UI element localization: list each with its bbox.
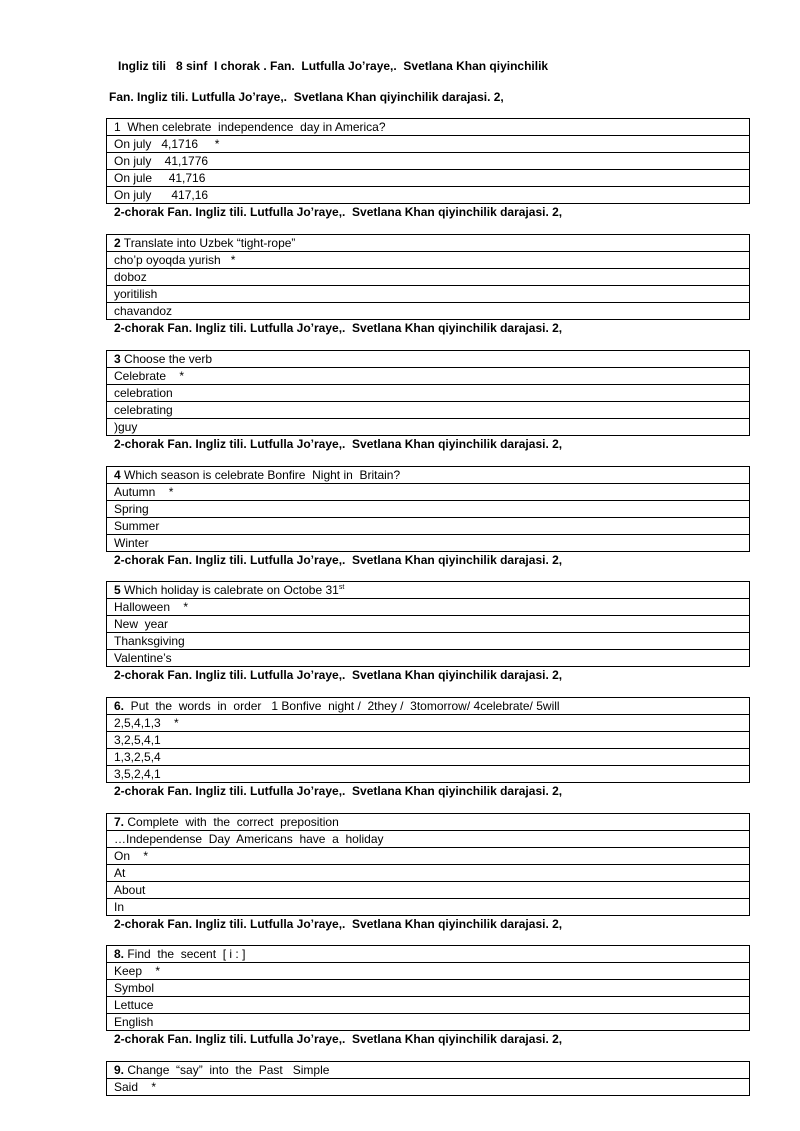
question-number: 5	[114, 583, 121, 597]
answer-option: 3,2,5,4,1	[107, 732, 750, 749]
answer-option: On july 417,16	[107, 187, 750, 204]
question-table	[106, 581, 750, 667]
answer-option: New year	[107, 616, 750, 633]
answer-option: Summer	[107, 518, 750, 535]
section-footer: 2-chorak Fan. Ingliz tili. Lutfulla Jo’raye,. Svetlana Khan qiyinchilik darajasi. 2,	[114, 917, 563, 931]
question-label: Complete with the correct preposition	[124, 815, 339, 829]
answer-option: On jule 41,716	[107, 170, 750, 187]
question-text	[107, 1062, 750, 1079]
answer-option: celebration	[107, 385, 750, 402]
question-text-line2: …Independense Day Americans have a holiday	[107, 831, 750, 848]
question-text	[107, 351, 750, 368]
question-number: 7.	[114, 815, 125, 829]
question-text	[107, 946, 750, 963]
answer-option: Thanksgiving	[107, 633, 750, 650]
answer-option: Said *	[107, 1079, 750, 1096]
answer-option: Winter	[107, 535, 750, 552]
page-title: Ingliz tili 8 sinf I chorak . Fan. Lutfulla Jo’raye,. Svetlana Khan qiyinchilik	[118, 59, 549, 73]
section-footer: 2-chorak Fan. Ingliz tili. Lutfulla Jo’raye,. Svetlana Khan qiyinchilik darajasi. 2,	[114, 205, 563, 219]
question-block	[106, 813, 750, 932]
answer-option: In	[107, 899, 750, 916]
question-table	[106, 466, 750, 552]
question-table	[106, 234, 750, 320]
answer-option: Valentine’s	[107, 650, 750, 667]
answer-option: On *	[107, 848, 750, 865]
page-subtitle: Fan. Ingliz tili. Lutfulla Jo’raye,. Svetlana Khan qiyinchilik darajasi. 2,	[109, 90, 504, 104]
question-text	[107, 467, 750, 484]
question-number: 3	[114, 352, 121, 366]
question-number: 9.	[114, 1063, 125, 1077]
answer-option: yoritilish	[107, 286, 750, 303]
answer-option: Spring	[107, 501, 750, 518]
question-block	[106, 466, 750, 568]
question-label: Put the words in order 1 Bonfive night / 2they / 3tomorrow/ 4celebrate/ 5will	[124, 699, 560, 713]
question-block	[106, 350, 750, 452]
question-text	[107, 698, 750, 715]
section-footer: 2-chorak Fan. Ingliz tili. Lutfulla Jo’raye,. Svetlana Khan qiyinchilik darajasi. 2,	[114, 784, 563, 798]
answer-option: English	[107, 1014, 750, 1031]
question-number: 8.	[114, 947, 125, 961]
answer-option: At	[107, 865, 750, 882]
answer-option: cho’p oyoqda yurish *	[107, 252, 750, 269]
section-footer: 2-chorak Fan. Ingliz tili. Lutfulla Jo’raye,. Svetlana Khan qiyinchilik darajasi. 2,	[114, 1032, 563, 1046]
answer-option: Keep *	[107, 963, 750, 980]
question-label: Which holiday is calebrate on Octobe 31	[120, 583, 339, 597]
question-label: Find the secent [ i : ]	[124, 947, 246, 961]
question-table	[106, 697, 750, 783]
question-number: 2	[114, 236, 121, 250]
section-footer: 2-chorak Fan. Ingliz tili. Lutfulla Jo’raye,. Svetlana Khan qiyinchilik darajasi. 2,	[114, 321, 563, 335]
answer-option: Lettuce	[107, 997, 750, 1014]
answer-option: Halloween *	[107, 599, 750, 616]
question-text	[107, 235, 750, 252]
answer-option: 2,5,4,1,3 *	[107, 715, 750, 732]
answer-option: chavandoz	[107, 303, 750, 320]
answer-option: )guy	[107, 419, 750, 436]
question-label: Translate into Uzbek “tight-rope”	[120, 236, 296, 250]
question-block	[106, 945, 750, 1047]
section-footer: 2-chorak Fan. Ingliz tili. Lutfulla Jo’raye,. Svetlana Khan qiyinchilik darajasi. 2,	[114, 668, 563, 682]
question-block	[106, 697, 750, 799]
question-table	[106, 1061, 750, 1096]
question-number: 4	[114, 468, 121, 482]
question-block	[106, 581, 750, 683]
answer-option: On july 4,1716 *	[107, 136, 750, 153]
question-label: 1 When celebrate independence day in America?	[114, 120, 386, 134]
section-footer: 2-chorak Fan. Ingliz tili. Lutfulla Jo’raye,. Svetlana Khan qiyinchilik darajasi. 2,	[114, 437, 563, 451]
question-text	[107, 814, 750, 831]
question-number: 6.	[114, 699, 125, 713]
answer-option: Celebrate *	[107, 368, 750, 385]
answer-option: 3,5,2,4,1	[107, 766, 750, 783]
question-block	[106, 118, 750, 220]
question-label: Which season is celebrate Bonfire Night in Britain?	[120, 468, 401, 482]
answer-option: On july 41,1776	[107, 153, 750, 170]
question-table	[106, 350, 750, 436]
question-table	[106, 813, 750, 916]
question-block	[106, 234, 750, 336]
question-label: Change “say” into the Past Simple	[124, 1063, 330, 1077]
answer-option: About	[107, 882, 750, 899]
superscript: st	[338, 584, 345, 591]
question-text	[107, 582, 750, 599]
section-footer: 2-chorak Fan. Ingliz tili. Lutfulla Jo’raye,. Svetlana Khan qiyinchilik darajasi. 2,	[114, 553, 563, 567]
answer-option: doboz	[107, 269, 750, 286]
question-text	[107, 119, 750, 136]
answer-option: Autumn *	[107, 484, 750, 501]
question-block	[106, 1061, 750, 1096]
question-label: Choose the verb	[120, 352, 213, 366]
answer-option: celebrating	[107, 402, 750, 419]
question-table	[106, 945, 750, 1031]
answer-option: 1,3,2,5,4	[107, 749, 750, 766]
question-table	[106, 118, 750, 204]
answer-option: Symbol	[107, 980, 750, 997]
